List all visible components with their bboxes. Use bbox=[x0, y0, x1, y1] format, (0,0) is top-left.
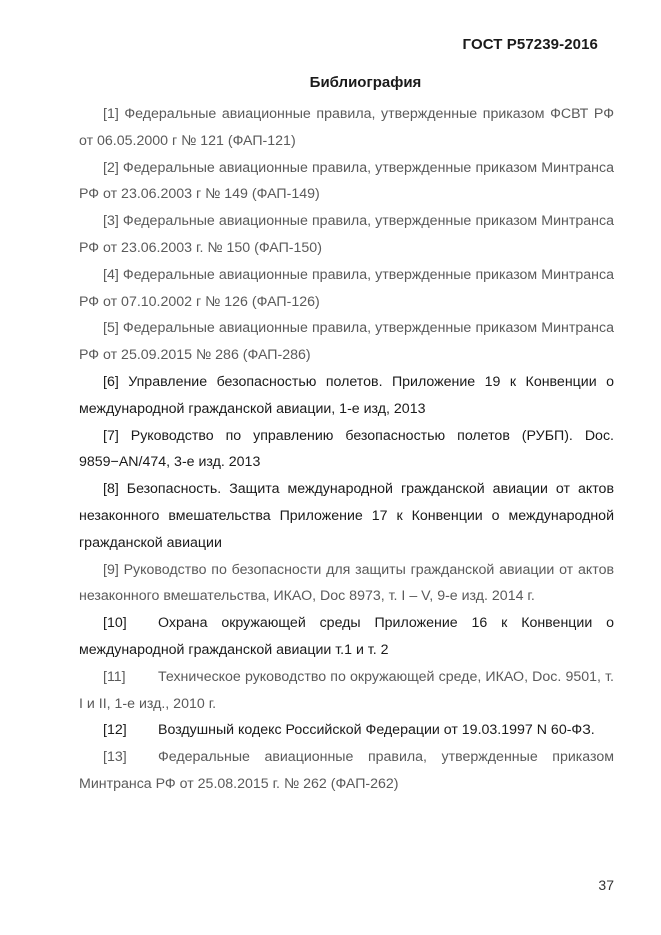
entry-text: Воздушный кодекс Российской Федерации от 19.03.1997 N 60-ФЗ. bbox=[158, 722, 595, 739]
entry-number: [6] bbox=[103, 373, 119, 390]
entry-number: [4] bbox=[103, 266, 119, 283]
entry-text: Федеральные авиационные правила, утвержденные приказом Минтранса РФ от 25.09.2015 № 286 (ФАП-286) bbox=[79, 320, 614, 364]
entry-text: Управление безопасностью полетов. Приложение 19 к Конвенции о международной гражданской авиации, 1-е изд, 2013 bbox=[79, 373, 614, 417]
entry-text: Федеральные авиационные правила, утвержденные приказом ФСВТ РФ от 06.05.2000 г № 121 (ФАП-121) bbox=[79, 106, 614, 149]
bibliography-title: Библиография bbox=[309, 74, 422, 91]
bibliography-entry-4 bbox=[79, 262, 614, 316]
entry-text: Руководство по управлению безопасностью полетов (РУБП). Doc. 9859−AN/474, 3-е изд. 2013 bbox=[79, 427, 614, 471]
entry-number: [1] bbox=[103, 106, 119, 122]
entry-text: Федеральные авиационные правила, утвержденные приказом Минтранса РФ от 23.06.2003 г № 149 (ФАП-149) bbox=[79, 159, 614, 203]
entry-number: [3] bbox=[103, 213, 119, 230]
entry-text: Федеральные авиационные правила, утвержденные приказом Минтранса РФ от 25.08.2015 г. № 262 (ФАП-262) bbox=[79, 749, 614, 792]
entry-number: [12] bbox=[103, 722, 127, 739]
entry-text: Федеральные авиационные правила, утвержденные приказом Минтранса РФ от 07.10.2002 г № 126 (ФАП-126) bbox=[79, 266, 614, 310]
bibliography-entry-8 bbox=[79, 476, 614, 556]
bibliography-entry-12 bbox=[79, 717, 614, 744]
entry-number: [10] bbox=[103, 615, 127, 632]
bibliography-entry-6 bbox=[79, 369, 614, 423]
bibliography-entry-13 bbox=[79, 744, 614, 798]
bibliography-entry-9 bbox=[79, 557, 614, 611]
entry-number: [9] bbox=[103, 561, 119, 578]
entry-number: [2] bbox=[103, 159, 119, 176]
entry-number: [8] bbox=[103, 481, 119, 498]
entry-number: [13] bbox=[103, 749, 127, 766]
bibliography-entry-5 bbox=[79, 315, 614, 369]
entry-number: [11] bbox=[103, 668, 126, 685]
bibliography-list bbox=[79, 101, 614, 798]
bibliography-entry-1 bbox=[79, 101, 614, 155]
bibliography-entry-10 bbox=[79, 610, 614, 664]
bibliography-entry-3 bbox=[79, 208, 614, 262]
entry-text: Федеральные авиационные правила, утвержденные приказом Минтранса РФ от 23.06.2003 г. № 150 (ФАП-150) bbox=[79, 213, 614, 256]
page-number: 37 bbox=[598, 877, 614, 893]
bibliography-entry-2 bbox=[79, 155, 614, 209]
bibliography-entry-11 bbox=[79, 664, 614, 718]
entry-number: [5] bbox=[103, 320, 119, 337]
document-code: ГОСТ Р57239-2016 bbox=[462, 36, 598, 53]
entry-number: [7] bbox=[103, 427, 119, 444]
entry-text: Охрана окружающей среды Приложение 16 к Конвенции о международной гражданской авиации т.1 и т. 2 bbox=[79, 615, 614, 658]
entry-text: Руководство по безопасности для защиты гражданской авиации от актов незаконного вмешательства, ИКАО, Doc 8973, т. I – V, 9-е изд. 2014 г. bbox=[79, 561, 614, 605]
entry-text: Безопасность. Защита международной гражданской авиации от актов незаконного вмешательства Приложение 17 к Конвенции о международной гражданской авиации bbox=[79, 481, 614, 551]
entry-text: Техническое руководство по окружающей среде, ИКАО, Doc. 9501, т. I и II, 1-е изд., 2010 г. bbox=[79, 668, 614, 712]
bibliography-entry-7 bbox=[79, 423, 614, 477]
